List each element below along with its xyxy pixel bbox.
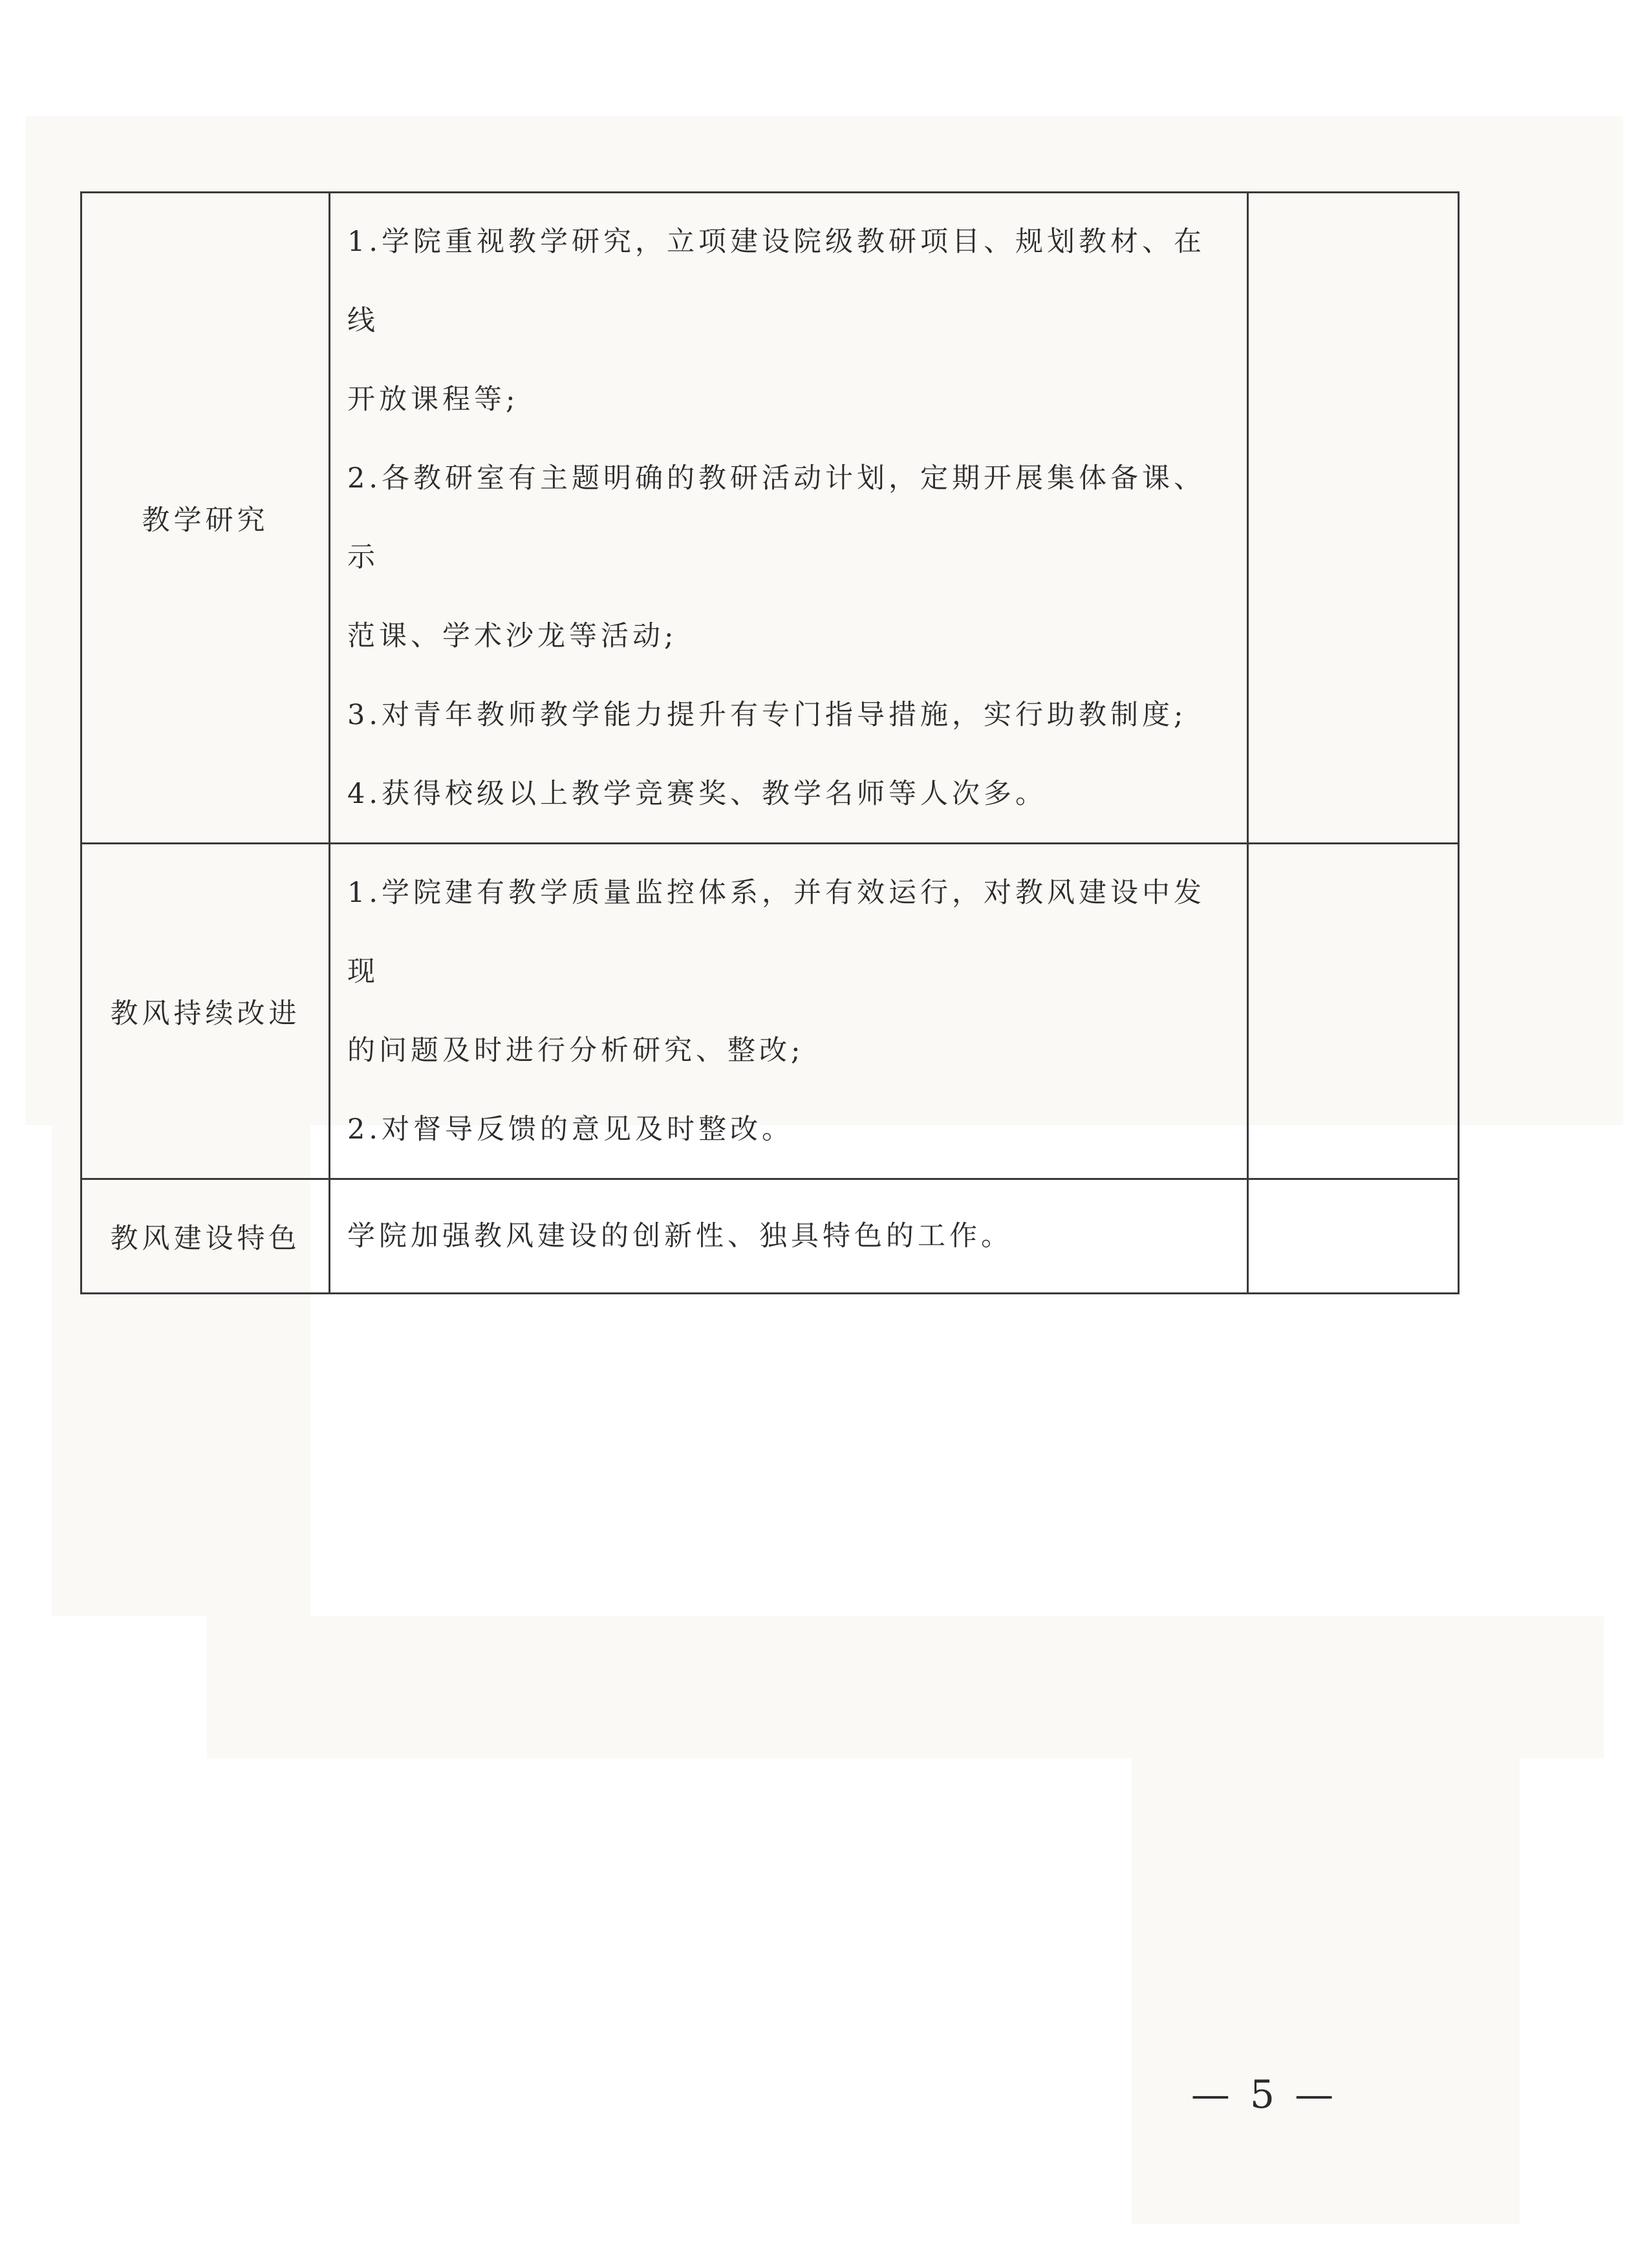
- criteria-line: 2.各教研室有主题明确的教研活动计划，定期开展集体备课、示: [347, 462, 1206, 573]
- item-name-cell: 教学研究: [81, 193, 330, 844]
- item-name-cell: 教风建设特色: [81, 1179, 330, 1294]
- table-row: [81, 193, 1459, 844]
- criteria-cell: [330, 844, 1248, 1179]
- table-row: [81, 844, 1459, 1179]
- criteria-line: 2.对督导反馈的意见及时整改。: [347, 1113, 794, 1146]
- scan-background: [1132, 1759, 1520, 2224]
- score-cell: [1248, 1179, 1459, 1294]
- criteria-line: 范课、学术沙龙等活动;: [347, 620, 678, 652]
- criteria-line: 1.学院重视教学研究，立项建设院级教研项目、规划教材、在线: [347, 226, 1206, 337]
- score-cell: [1248, 193, 1459, 844]
- criteria-line: 1.学院建有教学质量监控体系，并有效运行，对教风建设中发现: [347, 877, 1206, 988]
- item-name-cell: 教风持续改进: [81, 844, 330, 1179]
- criteria-line: 的问题及时进行分析研究、整改;: [347, 1034, 804, 1067]
- criteria-line: 学院加强教风建设的创新性、独具特色的工作。: [347, 1220, 1013, 1252]
- table-row: [81, 1179, 1459, 1294]
- criteria-line: 3.对青年教师教学能力提升有专门指导措施，实行助教制度;: [347, 699, 1187, 731]
- criteria-cell: [330, 1179, 1248, 1294]
- criteria-line: 开放课程等;: [347, 383, 519, 416]
- score-cell: [1248, 844, 1459, 1179]
- scan-background: [207, 1616, 1604, 1759]
- page-number: — 5 —: [1191, 2072, 1338, 2117]
- evaluation-criteria-table: [80, 191, 1460, 1294]
- criteria-line: 4.获得校级以上教学竞赛奖、教学名师等人次多。: [347, 778, 1048, 810]
- criteria-cell: [330, 193, 1248, 844]
